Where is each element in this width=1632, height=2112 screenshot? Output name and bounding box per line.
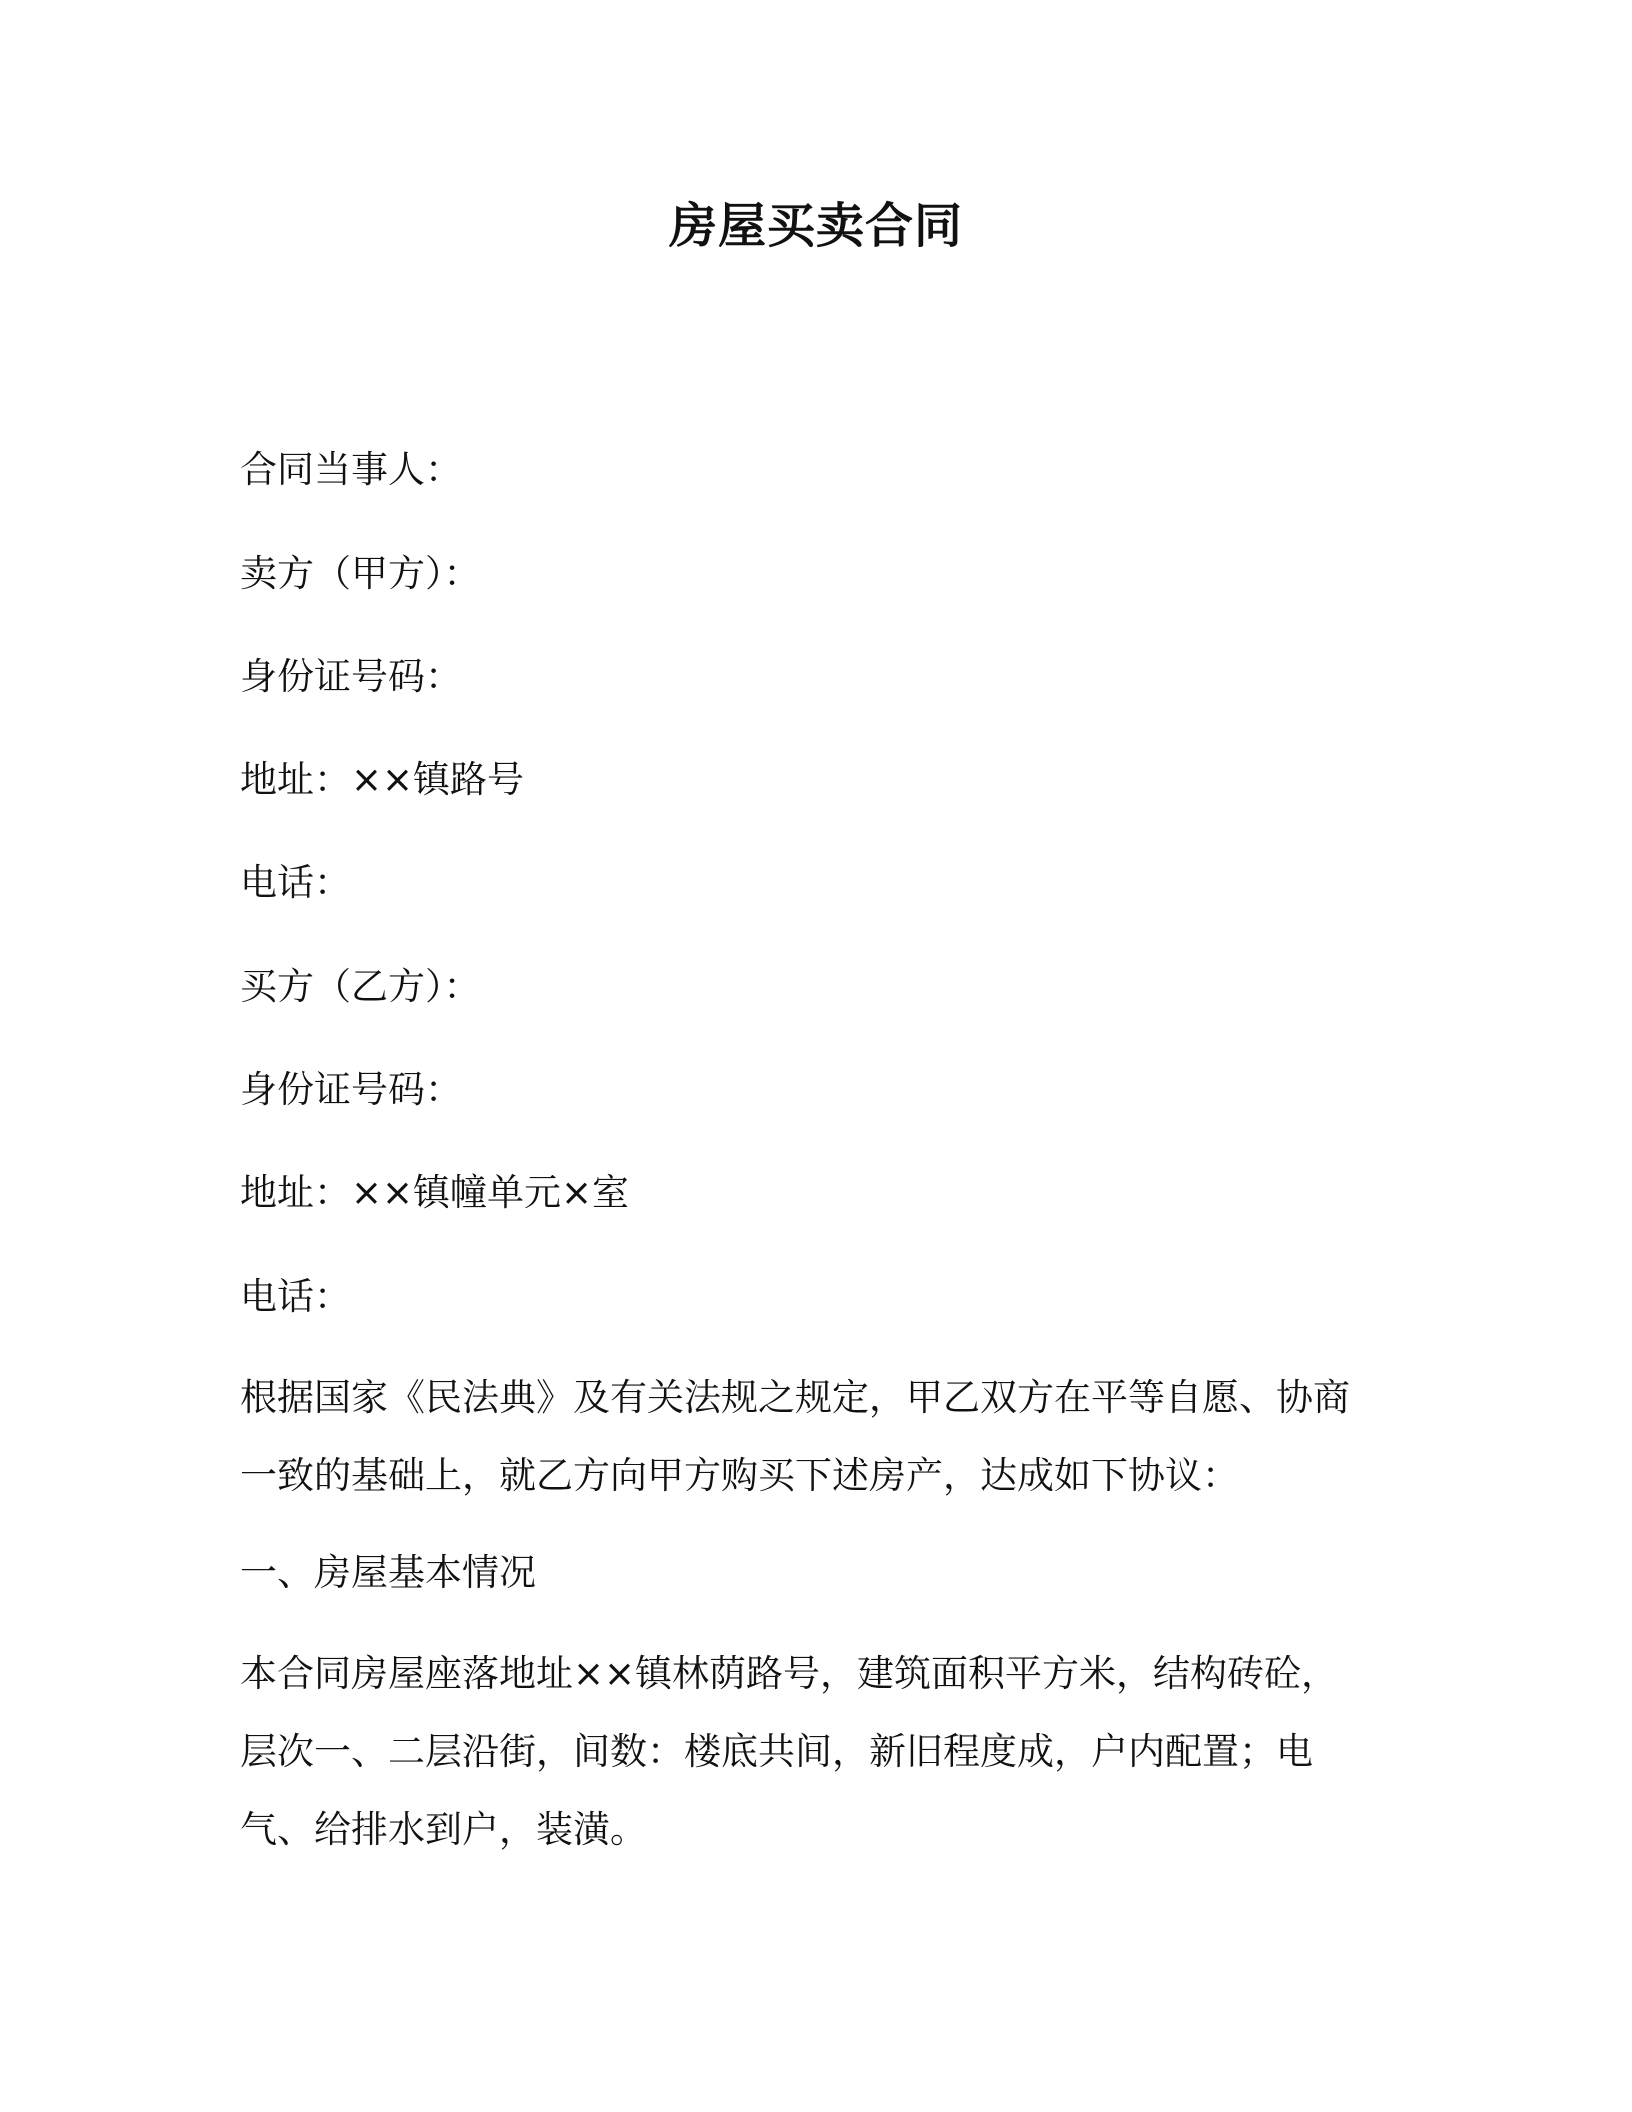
- preamble-paragraph: [240, 1359, 1390, 1515]
- preamble-line: 根据国家《民法典》及有关法规之规定，甲乙双方在平等自愿、协商: [240, 1376, 1350, 1419]
- section-1-line: 本合同房屋座落地址××镇林荫路号，建筑面积平方米，结构砖砼，: [240, 1652, 1339, 1695]
- seller-label: 卖方（甲方）：: [240, 552, 481, 595]
- seller-phone-label: 电话：: [240, 861, 351, 904]
- buyer-phone-label: 电话：: [240, 1275, 351, 1318]
- document-title: 房屋买卖合同: [668, 198, 963, 254]
- section-1-heading: 一、房屋基本情况: [240, 1551, 536, 1594]
- preamble-line: 一致的基础上，就乙方向甲方购买下述房产，达成如下协议：: [240, 1454, 1239, 1497]
- section-1-line: 层次一、二层沿街，间数：楼底共间，新旧程度成，户内配置；电: [240, 1730, 1313, 1773]
- buyer-id-label: 身份证号码：: [240, 1068, 462, 1111]
- parties-heading: 合同当事人：: [240, 448, 462, 491]
- section-1-line: 气、给排水到户，装潢。: [240, 1808, 647, 1851]
- seller-id-label: 身份证号码：: [240, 655, 462, 698]
- section-1-paragraph: [240, 1635, 1390, 1869]
- buyer-address: 地址：××镇幢单元×室: [240, 1171, 630, 1214]
- seller-address: 地址：××镇路号: [240, 758, 525, 801]
- buyer-label: 买方（乙方）：: [240, 965, 481, 1008]
